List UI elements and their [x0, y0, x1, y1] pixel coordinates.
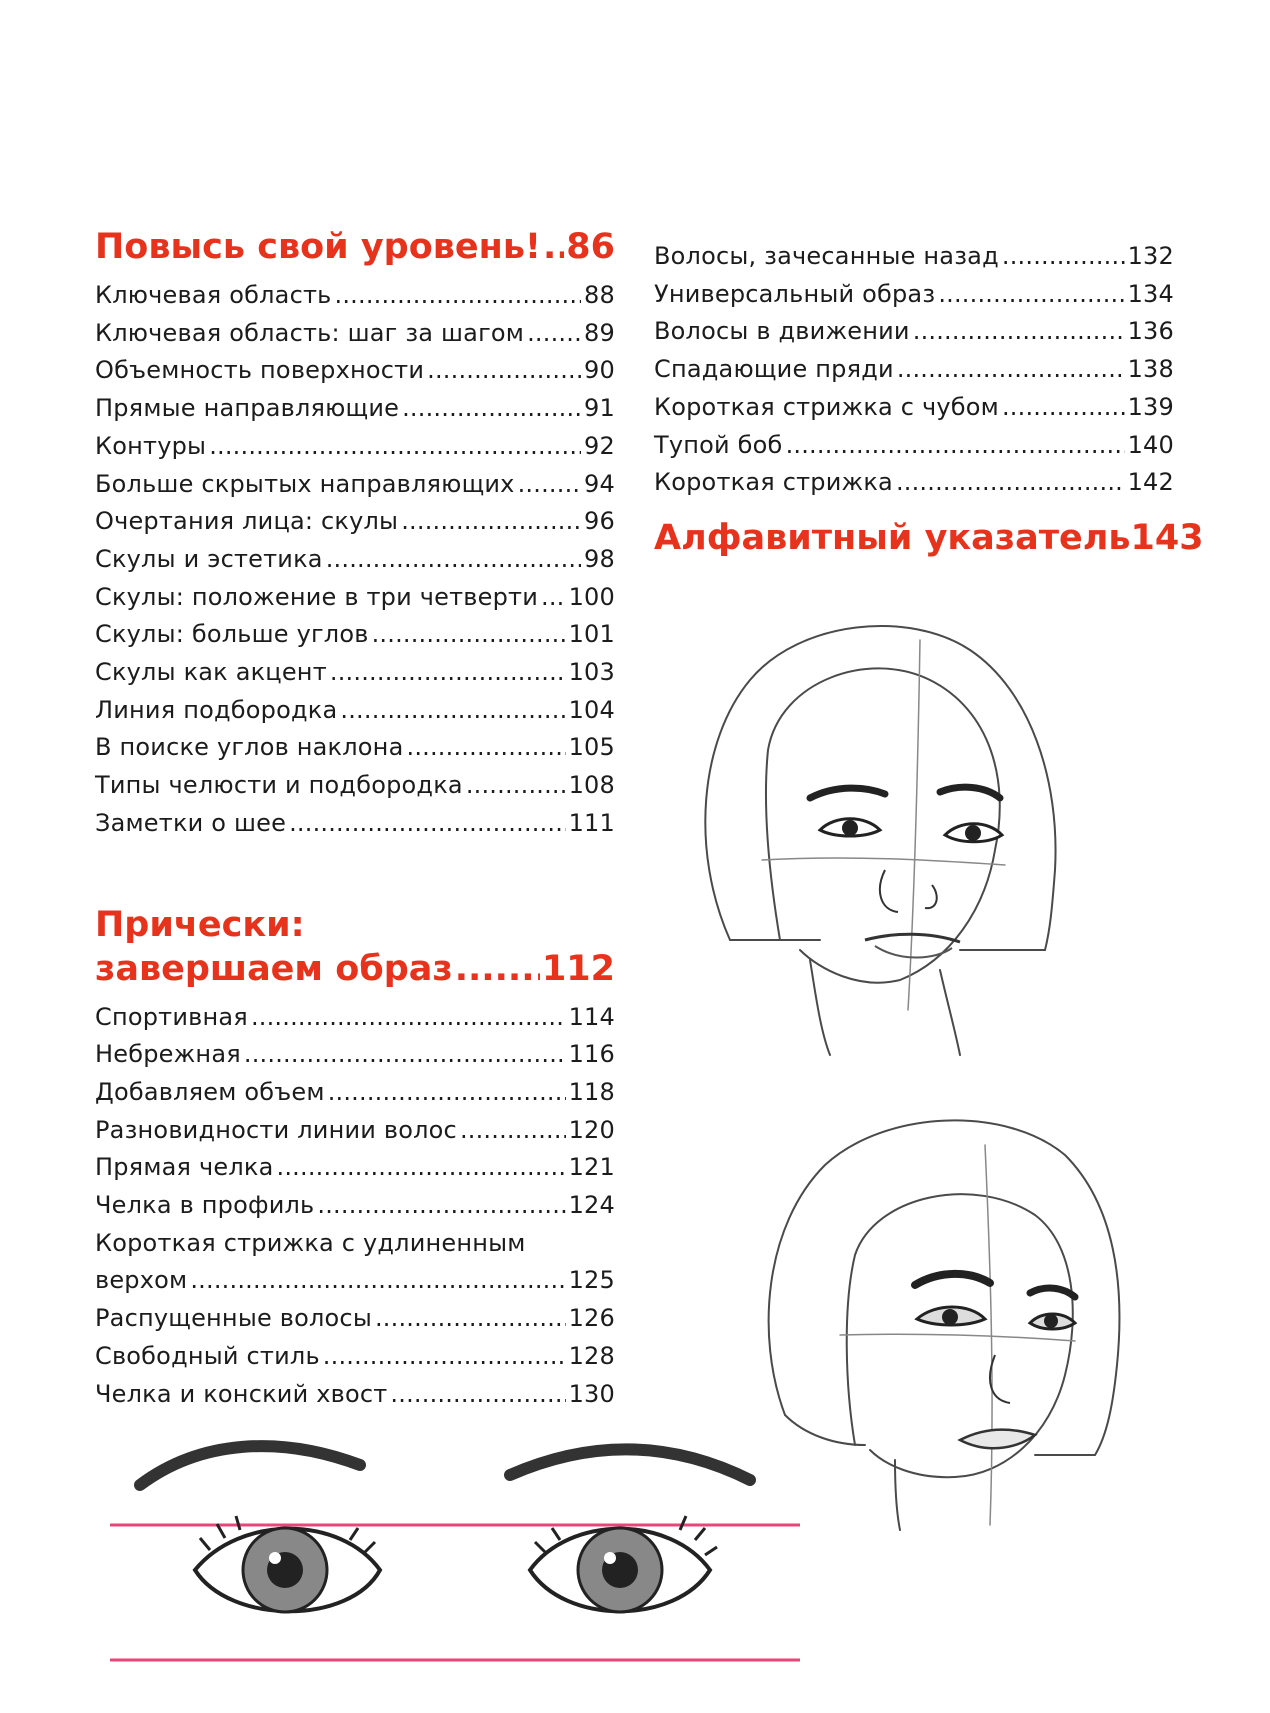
toc-entry[interactable]: Волосы в движении ..... 136 — [654, 313, 1174, 351]
toc-entry[interactable]: Свободный стиль ..... 128 — [95, 1338, 615, 1376]
eyes-sketch — [110, 1420, 800, 1680]
toc-entry[interactable]: Добавляем объем ..... 118 — [95, 1074, 615, 1112]
toc-entry[interactable]: Типы челюсти и подбородка ..... 108 — [95, 767, 615, 805]
face-sketch-three-quarter — [745, 1105, 1145, 1535]
toc-entry[interactable]: Спадающие пряди ..... 138 — [654, 351, 1174, 389]
toc-entry[interactable]: Скулы: больше углов ..... 101 — [95, 616, 615, 654]
toc-entry[interactable]: Разновидности линии волос ..... 120 — [95, 1112, 615, 1150]
leader-dots — [543, 225, 564, 269]
section-title-page: 112 — [541, 948, 615, 989]
toc-entry[interactable]: Заметки о шее ..... 111 — [95, 805, 615, 843]
toc-entry[interactable]: Прямые направляющие ..... 91 — [95, 390, 615, 428]
leader-dots — [455, 947, 540, 991]
toc-entry[interactable]: Контуры ..... 92 — [95, 428, 615, 466]
toc-entry[interactable]: Прямая челка ..... 121 — [95, 1149, 615, 1187]
toc-entry[interactable]: Скулы как акцент ..... 103 — [95, 654, 615, 692]
toc-list-hairstyles — [95, 999, 615, 1414]
toc-entry[interactable]: Волосы, зачесанные назад ..... 132 — [654, 238, 1174, 276]
face-sketch-front — [670, 610, 1090, 1060]
toc-entry[interactable]: Челка в профиль ..... 124 — [95, 1187, 615, 1225]
toc-list-level-up — [95, 277, 615, 843]
toc-entry-line1[interactable]: Короткая стрижка с удлиненным — [95, 1228, 526, 1257]
section-title-label: Алфавитный указатель — [654, 517, 1131, 558]
toc-entry[interactable]: В поиске углов наклона ..... 105 — [95, 729, 615, 767]
toc-entry[interactable]: верхом ..... 125 — [95, 1262, 615, 1300]
section-title-label: Повысь свой уровень! — [95, 227, 541, 267]
section-title-hairstyles[interactable] — [95, 947, 615, 991]
section-title-page: 86 — [566, 227, 615, 267]
toc-entry[interactable]: Больше скрытых направляющих ..... 94 — [95, 466, 615, 504]
toc-entry[interactable]: Ключевая область: шаг за шагом ..... 89 — [95, 315, 615, 353]
toc-list-hairstyles-continued — [654, 238, 1174, 502]
toc-right-column — [654, 238, 1204, 560]
toc-left-column — [95, 225, 615, 1413]
toc-entry[interactable]: Линия подбородка ..... 104 — [95, 692, 615, 730]
toc-entry[interactable]: Небрежная ..... 116 — [95, 1036, 615, 1074]
toc-entry[interactable]: Универсальный образ ..... 134 — [654, 276, 1174, 314]
toc-entry[interactable]: Ключевая область ..... 88 — [95, 277, 615, 315]
toc-entry[interactable]: Объемность поверхности ..... 90 — [95, 352, 615, 390]
section-title-label: завершаем образ — [95, 948, 453, 989]
toc-entry[interactable]: Короткая стрижка с чубом ..... 139 — [654, 389, 1174, 427]
toc-entry[interactable]: Очертания лица: скулы ..... 96 — [95, 503, 615, 541]
toc-entry[interactable]: Короткая стрижка ..... 142 — [654, 464, 1174, 502]
section-title-hairstyles-line1[interactable]: Прически: — [95, 904, 305, 945]
toc-entry[interactable]: Распущенные волосы ..... 126 — [95, 1300, 615, 1338]
toc-entry[interactable]: Скулы: положение в три четверти ..... 100 — [95, 579, 615, 617]
toc-entry[interactable]: Спортивная ..... 114 — [95, 999, 615, 1037]
section-title-level-up[interactable] — [95, 225, 615, 269]
toc-entry[interactable]: Скулы и эстетика ..... 98 — [95, 541, 615, 579]
toc-entry[interactable]: Тупой боб ..... 140 — [654, 427, 1174, 465]
section-title-index[interactable] — [654, 516, 1204, 560]
section-title-page: 143 — [1130, 517, 1204, 558]
toc-entry[interactable]: Челка и конский хвост ..... 130 — [95, 1376, 615, 1414]
